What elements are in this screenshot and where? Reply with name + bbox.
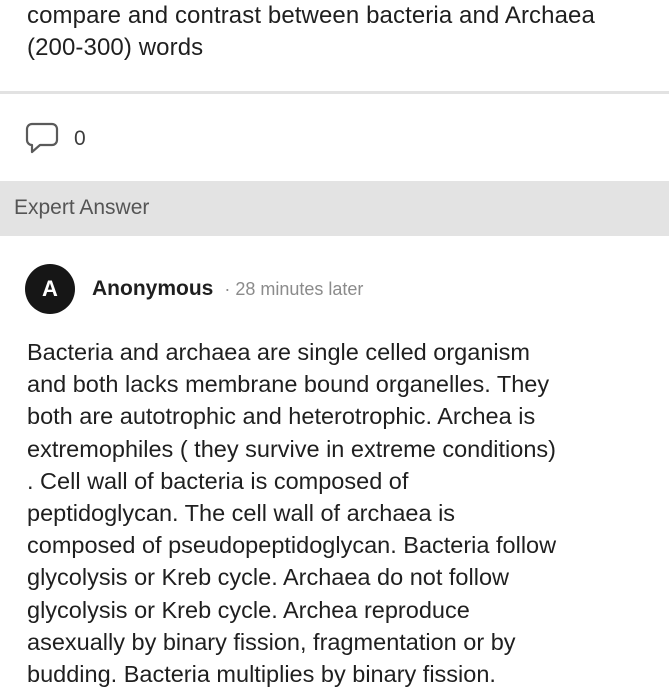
question-text: compare and contrast between bacteria and Archaea (200-300) words [27,2,595,61]
answer-timestamp: 28 minutes later [235,278,364,299]
avatar[interactable] [25,264,75,314]
avatar-letter: A [42,276,58,301]
separator-dot: · [224,278,231,299]
answer-author [25,264,363,314]
question-divider [0,91,669,94]
answer-body: Bacteria and archaea are single celled organism and both lacks membrane bound organelles. They both are autotrophic and heterotrophic. Archea is extremophiles ( they survive in extreme conditions) . Cell wall of bacteria is composed of peptidoglycan. The cell wall of archaea is composed of pseudopeptidoglycan. Bacteria follow glycolysis or Kreb cycle. Archaea do not follow glycolysis or Kreb cycle. Archea reproduce asexually by binary fission, fragmentation or by budding. Bacteria multiplies by binary fission. [27,339,557,688]
author-name[interactable]: Anonymous [92,277,214,300]
comment-bubble-icon [24,120,60,156]
expert-answer-label: Expert Answer [14,196,150,219]
comments-button[interactable] [24,118,86,158]
comment-count: 0 [74,126,86,150]
